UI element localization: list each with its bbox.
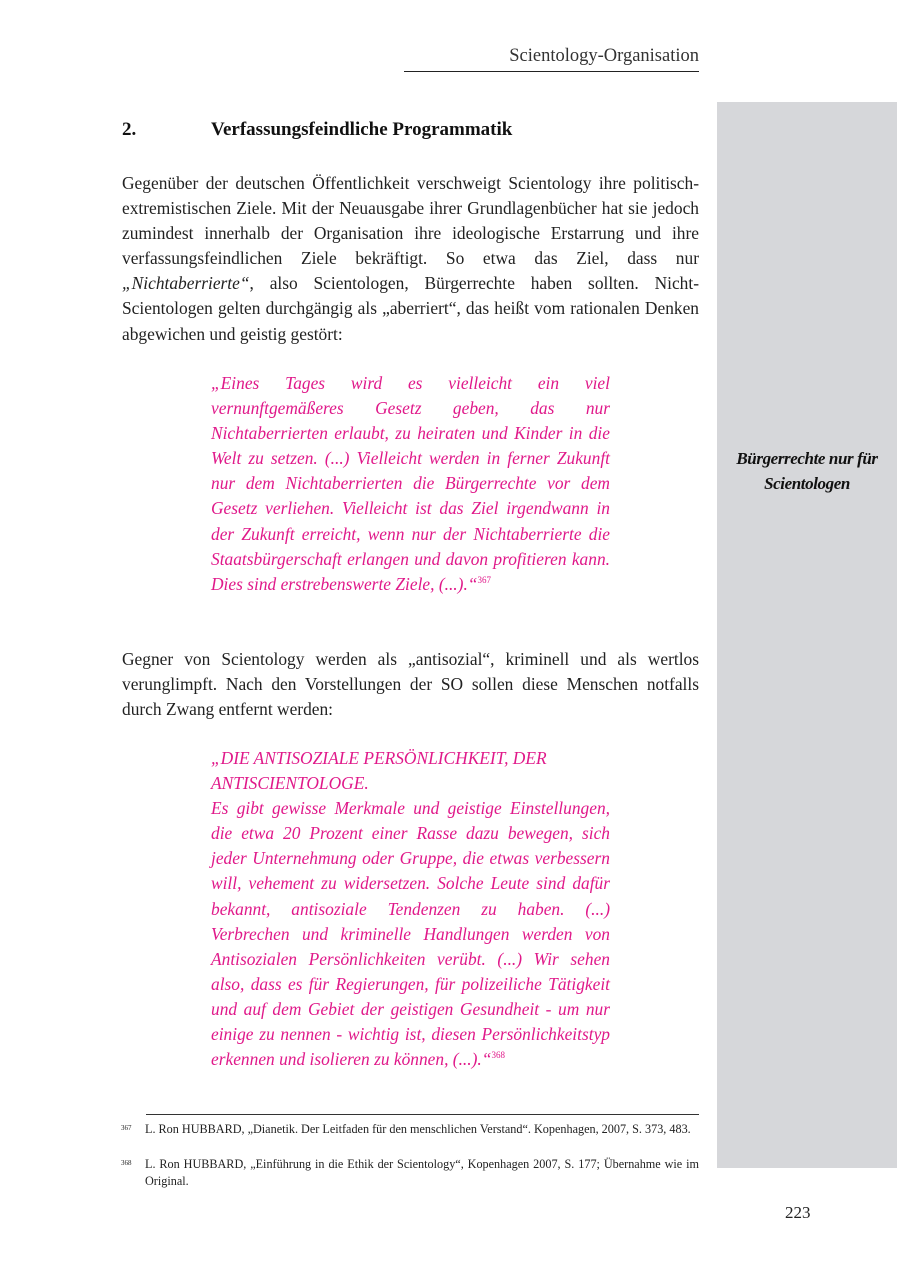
paragraph-intro-part-a: Gegenüber der deutschen Öffentlichkeit verschweigt Scientology ihre politisch-extremistischen Ziele. Mit der Neuausgabe ihrer Grundlagenbücher hat sie jedoch zumindest innerhalb der Organisation ihre ideologische Erstarrung und ihre verfassungsfeindlichen Ziele bekräftigt. So etwa das Ziel, dass nur [122, 173, 699, 269]
footnote-number: 368 [121, 1159, 132, 1167]
margin-band [717, 102, 897, 1168]
section-title: Verfassungsfeindliche Programmatik [211, 119, 513, 140]
page-number: 223 [785, 1203, 811, 1222]
footnote-text: L. Ron HUBBARD, „Einführung in die Ethik der Scientology“, Kopenhagen 2007, S. 177; Übernahme wie im Original. [145, 1157, 699, 1188]
running-header: Scientology-Organisation [509, 46, 699, 66]
section-number: 2. [122, 119, 137, 140]
quote-text: Es gibt gewisse Merkmale und geistige Einstellungen, die etwa 20 Prozent einer Rasse dazu bewegen, sich jeder Unternehmung oder Gruppe, die etwas verbessern will, vehement zu widersetzen. Solche Leute sind dafür bekannt, antisoziale Tendenzen zu haben. (...) Verbrechen und kriminelle Handlungen werden von Antisozialen Persönlichkeiten verübt. (...) Wir sehen also, dass es für Regierungen, für polizeiliche Tätigkeit und auf dem Gebiet der geistigen Gesundheit - um nur einige zu nennen - wichtig ist, diesen Persönlichkeitstyp erkennen und isolieren zu können, (...).“ [211, 798, 610, 1070]
footnote-text: L. Ron HUBBARD, „Dianetik. Der Leitfaden für den menschlichen Verstand“. Kopenhagen, 2007, S. 373, 483. [145, 1122, 691, 1136]
header-rule [404, 71, 699, 72]
footnote-number: 367 [121, 1124, 132, 1132]
quote-nichtaberrierte [211, 371, 610, 597]
quote-text: „Eines Tages wird es vielleicht ein viel vernunftgemäßeres Gesetz geben, das nur Nichtaberrierten erlaubt, zu heiraten und Kinder in die Welt zu setzen. (...) Vielleicht werden in ferner Zukunft nur dem Nichtaberrierten die Bürgerrechte vor dem Gesetz verliehen. Vielleicht ist das Ziel irgendwann in der Zukunft erreicht, wenn nur der Nichtaberrierte die Staatsbürgerschaft erlangen und davon profitieren kann. Dies sind erstrebenswerte Ziele, (...).“ [211, 373, 610, 594]
footnote-368 [121, 1156, 699, 1190]
footnote-ref-367: 367 [477, 574, 491, 585]
paragraph-intro-emphasis: „Nichtaberrierte“ [122, 273, 250, 294]
paragraph-gegner: Gegner von Scientology werden als „antisozial“, kriminell und als wertlos verunglimpft. Nach den Vorstellungen der SO sollen diese Menschen notfalls durch Zwang entfernt werden: [122, 649, 699, 720]
quote-antisoziale-persoenlichkeit [211, 746, 610, 1072]
footnote-367 [121, 1121, 699, 1138]
footnote-ref-368: 368 [491, 1050, 505, 1061]
quote-heading: „DIE ANTISOZIALE PERSÖNLICHKEIT, DER ANTISCIENTOLOGE. [211, 748, 547, 794]
footnote-rule [146, 1114, 699, 1115]
margin-note: Bürgerrechte nur für Scientologen [736, 449, 878, 493]
paragraph-intro [122, 171, 699, 347]
paragraph-intro-part-b: , also Scientologen, Bürgerrechte haben sollten. Nicht-Scientologen gelten durchgängig als „aberriert“, das heißt vom rationalen Denken abgewichen und geistig gestört: [122, 273, 699, 344]
